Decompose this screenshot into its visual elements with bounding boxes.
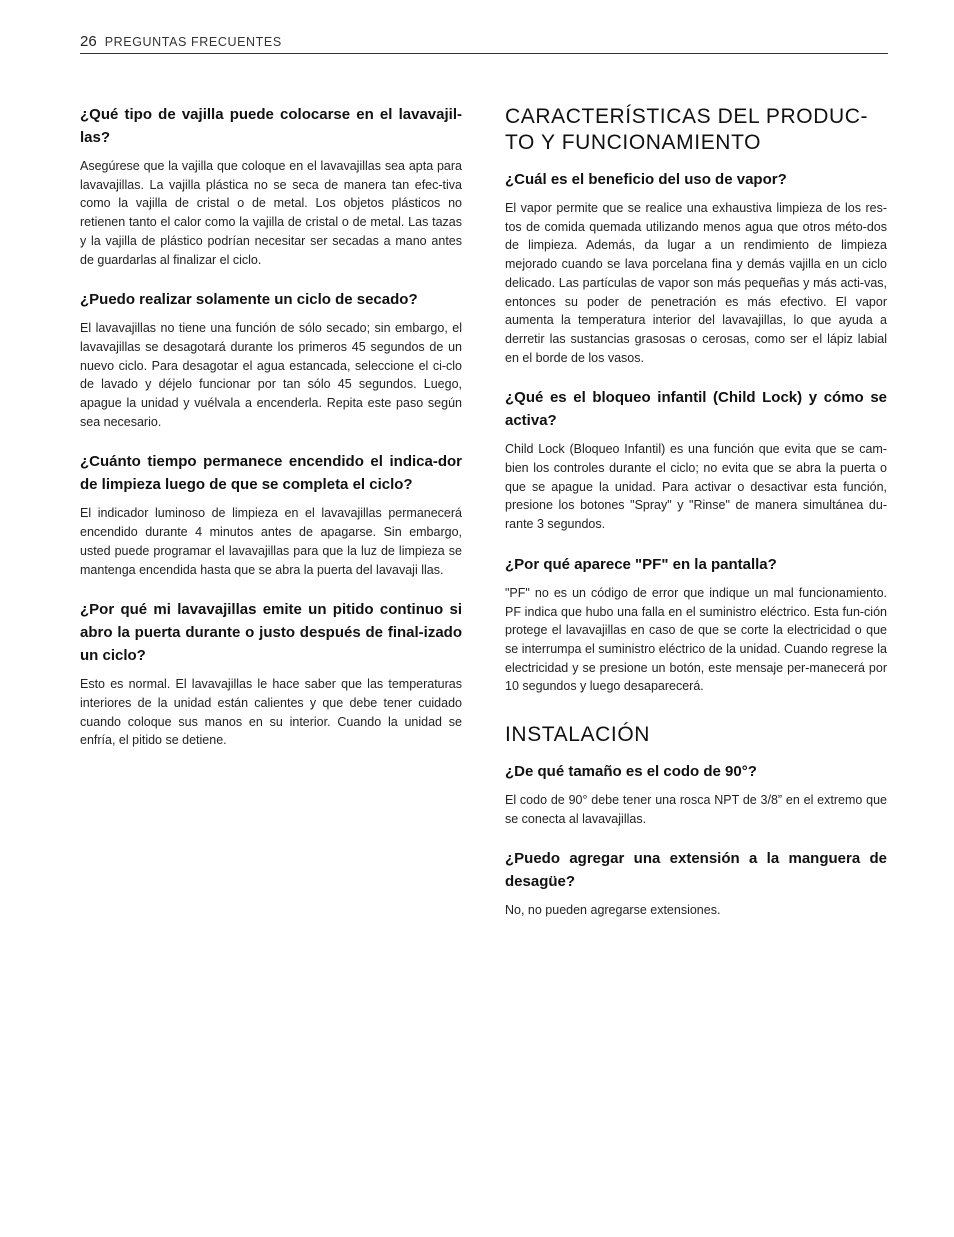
left-column [80, 103, 462, 769]
faq-question: ¿Puedo realizar solamente un ciclo de secado? [80, 291, 418, 309]
faq-question: ¿Por qué aparece "PF" en la pantalla? [505, 555, 777, 573]
faq-answer: "PF" no es un código de error que indique un mal funcionamiento. PF indica que hubo una falla en el suministro eléctrico. Esta fun-ción protege el lavavajillas en caso de que se corte la electricidad o que se interrumpa el suministro eléctrico de la unidad. Cuando regrese la electricidad y se presione un botón, este mensaje per-manecerá por 10 segundos y luego desaparecerá. [505, 585, 887, 694]
section-name: PREGUNTAS FRECUENTES [104, 35, 282, 49]
installation-section-title: INSTALACIÓN [505, 723, 651, 747]
faq-answer: El lavavajillas no tiene una función de sólo secado; sin embargo, el lavavajillas se desagotará durante los primeros 45 segundos de un nuevo ciclo. Para desagotar el agua estancada, seleccione el ci-clo de lavado y déjelo funcionar por tan sólo 45 segundos. Luego, apague la unidad y vuélvala a encenderla. Repita este paso según sea necesario. [80, 321, 462, 429]
faq-question: ¿Cuánto tiempo permanece encendido el indica-dor de limpieza luego de que se completa el ciclo? [80, 453, 462, 494]
faq-question: ¿De qué tamaño es el codo de 90°? [505, 763, 757, 781]
faq-answer: No, no pueden agregarse extensiones. [505, 903, 721, 918]
faq-answer: Esto es normal. El lavavajillas le hace saber que las temperaturas interiores de la unidad están calientes y que debe tener cuidado cuando coloque sus manos en su interior. Cuando la unidad se enfría, el pitido se detiene. [80, 677, 462, 748]
page-number: 26 [80, 33, 97, 50]
faq-answer: El indicador luminoso de limpieza en el lavavajillas permanecerá encendido durante 4 minutos antes de apagarse. Sin embargo, usted puede programar el lavavajillas para que la luz de limpieza se mantenga encendida hasta que se abra la puerta del lavavaji llas. [80, 506, 462, 577]
faq-answer: El vapor permite que se realice una exhaustiva limpieza de los res-tos de comida quemada utilizando menos agua que otros méto-dos de limpieza. Además, da lugar a un rendimiento de limpieza mejorado cuando se lava porcelana fina y demás vajilla en un ciclo delicado. Las partículas de vapor son más pequeñas y más acti-vas, entonces su poder de penetración es más efectivo. El vapor aumenta la temperatura interior del lavavajillas, lo que ayuda a derretir las sustancias grasosas o cerosas, como ser el lápiz labial en el borde de los vasos. [505, 201, 887, 365]
faq-answer: El codo de 90° debe tener una rosca NPT de 3/8” en el extremo que se conecta al lavavajillas. [505, 793, 887, 826]
faq-question: ¿Qué es el bloqueo infantil (Child Lock) y cómo se activa? [505, 389, 887, 430]
features-section-title: CARACTERÍSTICAS DEL PRODUC-TO Y FUNCIONAMIENTO [505, 105, 869, 154]
faq-question: ¿Qué tipo de vajilla puede colocarse en el lavavajil-las? [80, 106, 462, 146]
faq-answer: Child Lock (Bloqueo Infantil) es una función que evita que se cam-bien los controles durante el ciclo; no evita que se abra la puerta o que se apague la unidad. Para activar o desactivar esta función, presione los botones "Spray" y "Rinse" de manera simultánea du-rante 3 segundos. [505, 442, 887, 532]
right-column [505, 104, 887, 939]
faq-question: ¿Por qué mi lavavajillas emite un pitido continuo si abro la puerta durante o justo después de final-izado un ciclo? [80, 601, 462, 665]
page-header [80, 33, 888, 54]
faq-answer: Asegúrese que la vajilla que coloque en el lavavajillas sea apta para lavavajillas. La vajilla plástica no se seca de manera tan efec-tiva como la vajilla de cristal o de metal. Los objetos plásticos no retienen tanto el calor como la vajilla de cristal o de metal. Las tazas y la vajilla de plástico podrían necesitar ser secadas a mano antes de guardarlas al finalizar el ciclo. [80, 159, 462, 267]
faq-question: ¿Puedo agregar una extensión a la manguera de desagüe? [505, 850, 887, 891]
faq-question: ¿Cuál es el beneficio del uso de vapor? [505, 171, 787, 188]
